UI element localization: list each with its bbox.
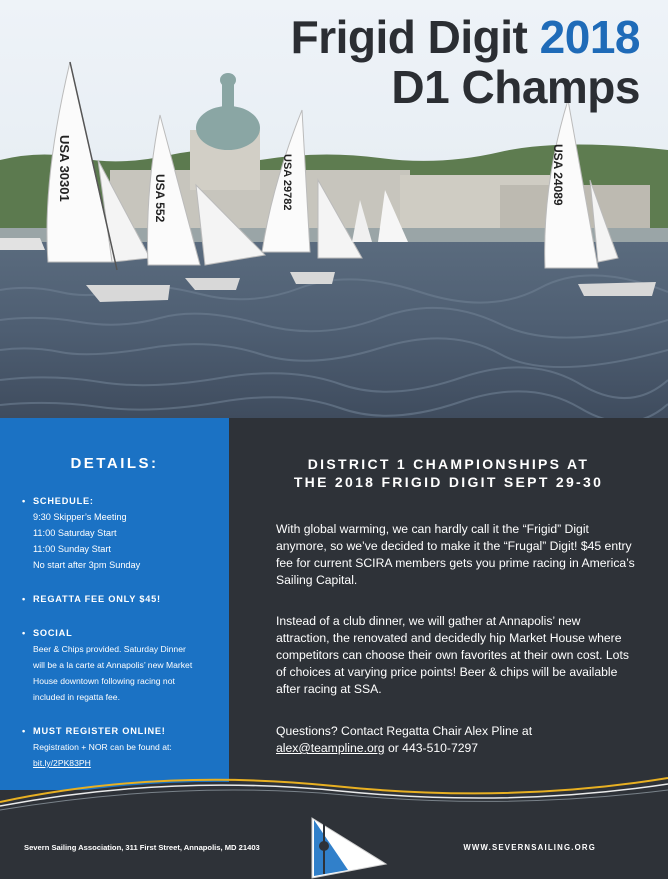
main-heading-line-2: THE 2018 FRIGID DIGIT SEPT 29-30: [293, 474, 604, 490]
title-main: Frigid Digit: [290, 11, 528, 63]
paragraph-pricing: With global warming, we can hardly call it the “Frigid” Digit anymore, so we’ve decided to make it the “Frugal” Digit! $45 entry fee for current SCIRA members gets you prime racing in America’s Sailing Capital.: [276, 522, 635, 587]
schedule-line: 9:30 Skipper’s Meeting: [33, 512, 127, 522]
sail-number-4: USA 24089: [551, 144, 565, 206]
social-section: [22, 625, 222, 705]
schedule-section: [22, 493, 222, 573]
wave-decoration: [0, 760, 668, 820]
details-panel: [0, 418, 229, 813]
main-panel: [229, 418, 668, 813]
title-year: 2018: [539, 11, 640, 63]
fee-heading: • REGATTA FEE ONLY $45!: [22, 591, 222, 607]
social-line: House downtown following racing not: [33, 676, 175, 686]
contact-phone: or 443-510-7297: [384, 741, 479, 755]
register-line: Registration + NOR can be found at:: [33, 742, 172, 752]
contact-text: Questions? Contact Regatta Chair Alex Pline at: [276, 724, 533, 738]
flyer-title: [290, 11, 640, 113]
title-line-1: [290, 11, 640, 63]
schedule-line: 11:00 Saturday Start: [33, 528, 117, 538]
schedule-heading: • SCHEDULE:: [22, 493, 222, 509]
social-line: will be a la carte at Annapolis’ new Market: [33, 660, 193, 670]
sail-number-1: USA 30301: [57, 135, 72, 202]
title-line-2: D1 Champs: [391, 61, 640, 113]
social-line: included in regatta fee.: [33, 692, 120, 702]
social-line: Beer & Chips provided. Saturday Dinner: [33, 644, 186, 654]
fee-section: [22, 591, 222, 607]
club-burgee-logo: [302, 812, 392, 879]
registration-link[interactable]: bit.ly/2PK83PH: [33, 758, 91, 768]
register-heading: • MUST REGISTER ONLINE!: [22, 723, 222, 739]
main-heading-line-1: DISTRICT 1 CHAMPIONSHIPS AT: [307, 456, 590, 472]
details-heading: DETAILS:: [70, 455, 159, 472]
paragraph-dinner: Instead of a club dinner, we will gather at Annapolis’ new attraction, the renovated and decidedly hip Market House where competitors can choose their own favorites at their own cost. Lots of choices at varying price points! Beer & chips will be available after racing at SSA.: [276, 614, 629, 696]
schedule-line: 11:00 Sunday Start: [33, 544, 111, 554]
schedule-line: No start after 3pm Sunday: [33, 560, 141, 570]
sail-number-3: USA 29782: [281, 154, 293, 211]
sail-number-2: USA 552: [153, 174, 167, 223]
main-heading: [229, 455, 668, 491]
footer-address: Severn Sailing Association, 311 First Street, Annapolis, MD 21403: [24, 843, 260, 852]
social-heading: • SOCIAL: [22, 625, 222, 641]
footer-website-link[interactable]: WWW.SEVERNSAILING.ORG: [463, 843, 596, 852]
paragraph-contact: [276, 723, 636, 757]
contact-email-link[interactable]: alex@teampline.org: [276, 741, 385, 755]
